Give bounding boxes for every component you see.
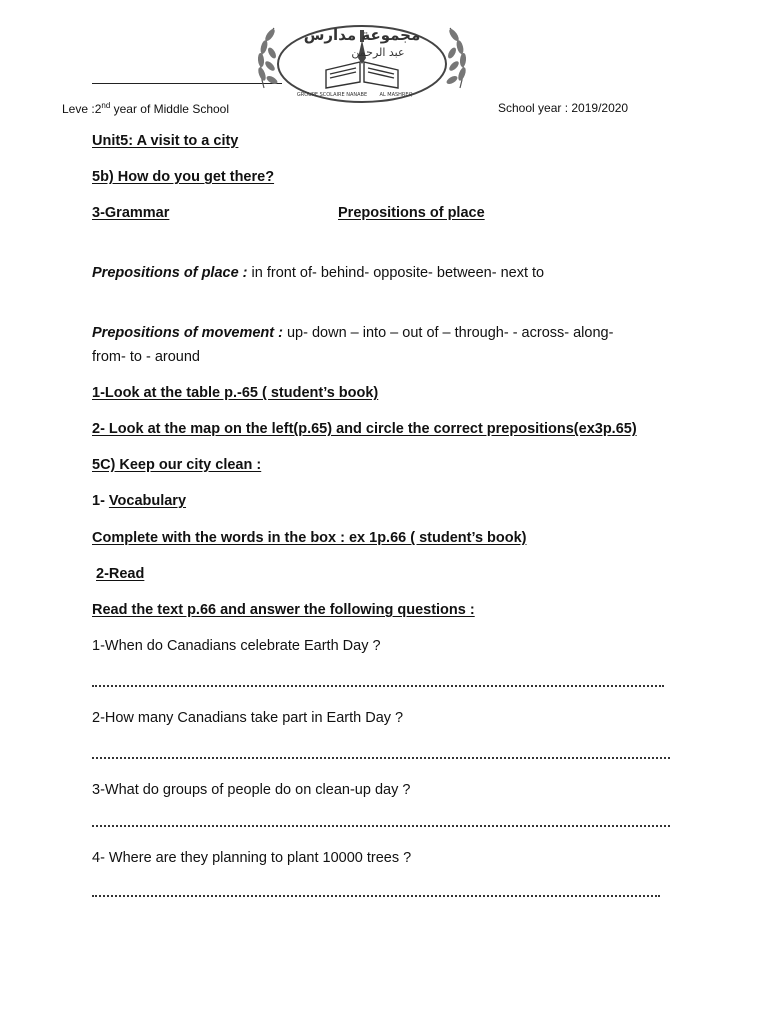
question-2: 2-How many Canadians take part in Earth Day ? — [92, 710, 404, 726]
grammar-topic: Prepositions of place — [338, 205, 485, 221]
level-label: Leve :2nd year of Middle School — [62, 101, 230, 116]
read-task: Read the text p.66 and answer the following questions : — [92, 602, 475, 618]
grammar-label: 3-Grammar — [92, 205, 170, 221]
lesson-5b-title: 5b) How do you get there? — [92, 169, 275, 185]
task-look-at-table: 1-Look at the table p.-65 ( student’s book) — [92, 385, 379, 401]
svg-text:مجموعة مدارس: مجموعة مدارس — [303, 26, 421, 44]
question-4: 4- Where are they planning to plant 10000 trees ? — [92, 850, 412, 866]
svg-text:عبد الرحمن: عبد الرحمن — [351, 46, 405, 59]
school-year: School year : 2019/2020 — [498, 101, 629, 115]
vocabulary-task: Complete with the words in the box : ex 1p.66 ( student’s book) — [92, 530, 527, 546]
vocabulary-heading: 1- Vocabulary — [92, 493, 187, 509]
question-1: 1-When do Canadians celebrate Earth Day ? — [92, 638, 381, 654]
answer-line-1 — [92, 685, 664, 687]
unit-title: Unit5: A visit to a city — [92, 133, 239, 149]
svg-text:GROUPE SCOLAIRE NANABE: GROUPE SCOLAIRE NANABE — [296, 92, 368, 98]
lesson-5c-title: 5C) Keep our city clean : — [92, 457, 262, 473]
header-rule — [92, 83, 282, 84]
answer-line-3 — [92, 825, 670, 827]
task-look-at-map: 2- Look at the map on the left(p.65) and circle the correct prepositions(ex3p.65) — [92, 421, 637, 437]
svg-text:AL MASHREQ: AL MASHREQ — [379, 92, 413, 98]
read-heading: 2-Read — [96, 566, 145, 582]
prepositions-of-movement-continued: from- to - around — [92, 349, 200, 365]
question-3: 3-What do groups of people do on clean-up day ? — [92, 782, 411, 798]
prepositions-of-movement: Prepositions of movement : up- down – into – out of – through- - across- along- — [92, 325, 614, 341]
answer-line-4 — [92, 895, 660, 897]
school-logo — [256, 18, 468, 104]
answer-line-2 — [92, 757, 670, 759]
prepositions-of-place: Prepositions of place : in front of- behind- opposite- between- next to — [92, 265, 545, 281]
